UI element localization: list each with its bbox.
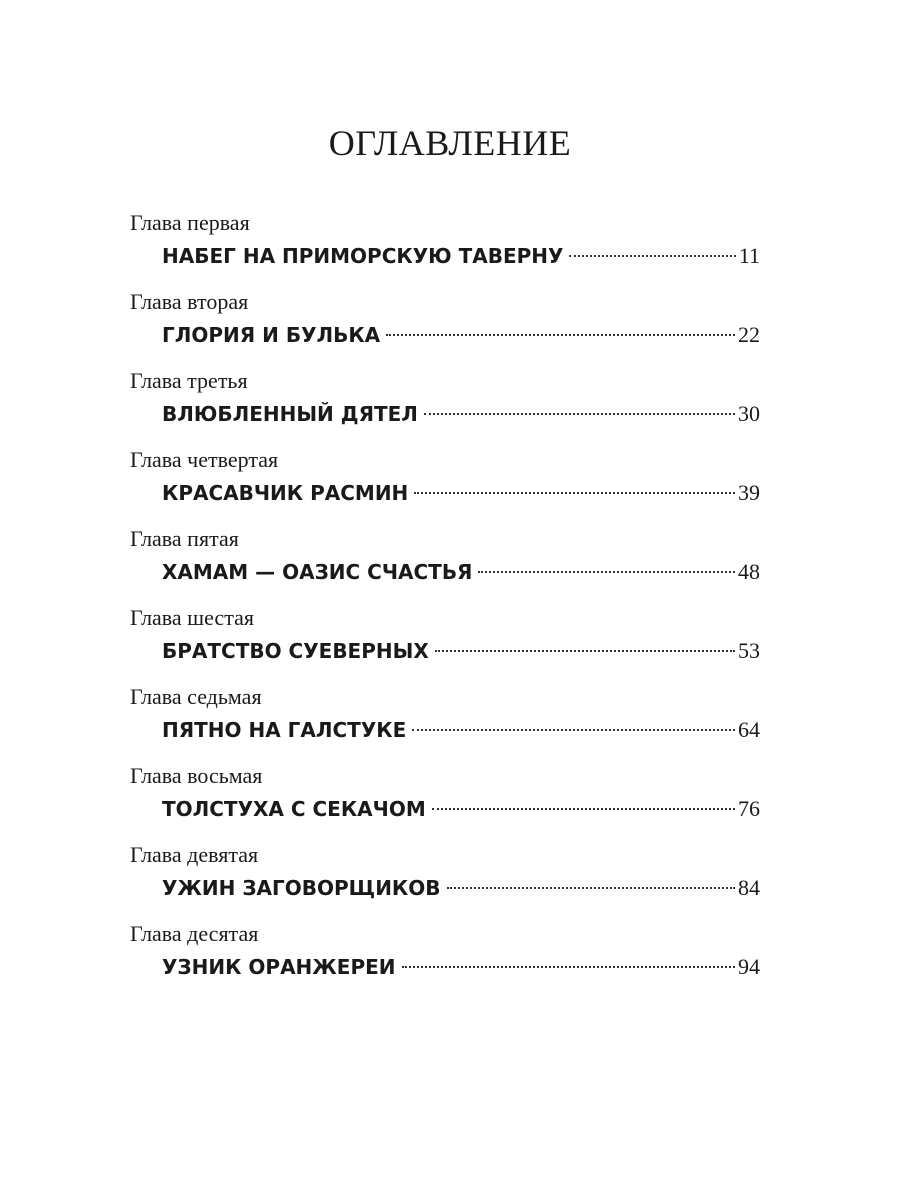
chapter-label: Глава третья <box>130 368 248 393</box>
dot-leader <box>435 650 735 652</box>
chapter-title: ГЛОРИЯ И БУЛЬКА <box>162 323 381 347</box>
toc-entry <box>130 681 760 760</box>
toc-title: ОГЛАВЛЕНИЕ <box>328 123 572 163</box>
chapter-title-row <box>162 239 760 273</box>
chapter-title-row <box>162 555 760 589</box>
chapter-title-row <box>162 950 760 984</box>
chapter-title-row <box>162 634 760 668</box>
chapter-label: Глава десятая <box>130 921 259 946</box>
chapter-label: Глава шестая <box>130 605 254 630</box>
chapter-title: БРАТСТВО СУЕВЕРНЫХ <box>162 639 429 663</box>
dot-leader <box>402 966 736 968</box>
chapter-title: КРАСАВЧИК РАСМИН <box>162 481 409 505</box>
chapter-title: УЗНИК ОРАНЖЕРЕИ <box>162 955 396 979</box>
chapter-title: ХАМАМ — ОАЗИС СЧАСТЬЯ <box>162 560 473 584</box>
toc-entry <box>130 760 760 839</box>
toc-entry <box>130 523 760 602</box>
dot-leader <box>386 334 735 336</box>
page-number: 94 <box>738 954 760 979</box>
dot-leader <box>447 887 735 889</box>
toc-entry <box>130 602 760 681</box>
chapter-title-row <box>162 871 760 905</box>
dot-leader <box>569 255 735 257</box>
page-number: 30 <box>738 401 760 426</box>
chapter-title-row <box>162 397 760 431</box>
chapter-title-row <box>162 792 760 826</box>
page-number: 39 <box>738 480 760 505</box>
chapter-label: Глава восьмая <box>130 763 263 788</box>
dot-leader <box>424 413 735 415</box>
page-number: 53 <box>738 638 760 663</box>
toc-entry <box>130 839 760 918</box>
chapter-title-row <box>162 318 760 352</box>
page-number: 22 <box>738 322 760 347</box>
chapter-label: Глава вторая <box>130 289 249 314</box>
chapter-title-row <box>162 713 760 747</box>
dot-leader <box>412 729 735 731</box>
toc-entry <box>130 918 760 997</box>
page-number: 11 <box>738 243 760 268</box>
chapter-label: Глава первая <box>130 210 250 235</box>
page-number: 76 <box>738 796 760 821</box>
toc-entry <box>130 286 760 365</box>
toc-list <box>130 207 760 997</box>
chapter-label: Глава девятая <box>130 842 259 867</box>
chapter-title: ВЛЮБЛЕННЫЙ ДЯТЕЛ <box>162 402 418 426</box>
dot-leader <box>414 492 735 494</box>
chapter-label: Глава четвертая <box>130 447 279 472</box>
page-number: 84 <box>738 875 760 900</box>
toc-entry <box>130 365 760 444</box>
toc-entry <box>130 207 760 286</box>
toc-entry <box>130 444 760 523</box>
page-number: 64 <box>738 717 760 742</box>
chapter-title: НАБЕГ НА ПРИМОРСКУЮ ТАВЕРНУ <box>162 244 564 268</box>
dot-leader <box>478 571 735 573</box>
chapter-title: УЖИН ЗАГОВОРЩИКОВ <box>162 876 441 900</box>
page-number: 48 <box>738 559 760 584</box>
chapter-title-row <box>162 476 760 510</box>
chapter-title: ПЯТНО НА ГАЛСТУКЕ <box>162 718 407 742</box>
chapter-label: Глава седьмая <box>130 684 262 709</box>
chapter-title: ТОЛСТУХА С СЕКАЧОМ <box>162 797 426 821</box>
dot-leader <box>432 808 735 810</box>
chapter-label: Глава пятая <box>130 526 239 551</box>
